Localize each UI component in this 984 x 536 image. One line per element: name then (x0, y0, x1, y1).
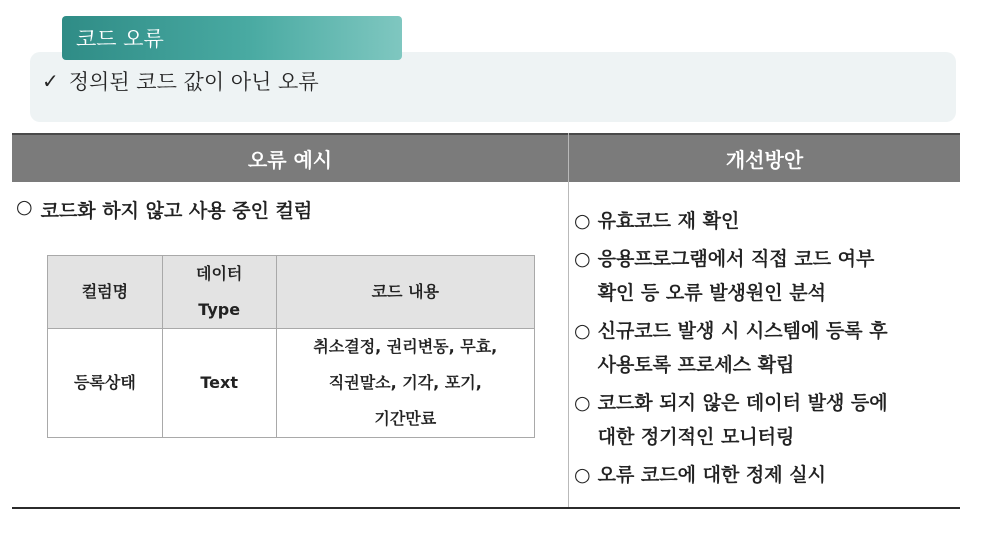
improvement-text: 오류 코드에 대한 정제 실시 (597, 464, 826, 486)
header-improvement: 개선방안 (725, 148, 804, 172)
improvement-text: 신규코드 발생 시 시스템에 등록 후 사용토록 프로세스 확립 (597, 320, 888, 376)
header-error-example: 오류 예시 (247, 148, 333, 172)
cell-code-content: 취소결정, 권리변동, 무효, 직권말소, 기각, 포기, 기간만료 (276, 329, 534, 438)
list-item (574, 386, 956, 454)
circle-bullet-icon: ○ (574, 464, 591, 486)
improvement-list (574, 204, 956, 496)
list-item (574, 458, 956, 492)
cell-data-type: Text (162, 329, 276, 438)
col-header-data-type: 데이터 Type (162, 256, 276, 329)
col-header-column-name: 컬럼명 (48, 256, 163, 329)
summary-line (42, 66, 319, 96)
section-tag-label: 코드 오류 (76, 27, 164, 51)
circle-bullet-icon: ○ (574, 320, 591, 342)
col-header-code-content: 코드 내용 (276, 256, 534, 329)
list-item (574, 314, 956, 382)
list-item (574, 242, 956, 310)
checkmark-icon: ✓ (42, 69, 59, 93)
summary-text: 정의된 코드 값이 아닌 오류 (68, 70, 319, 94)
section-tag (62, 16, 402, 60)
circle-bullet-icon: ○ (574, 392, 591, 414)
example-heading-text: 코드화 하지 않고 사용 중인 컬럼 (40, 200, 313, 222)
circle-bullet-icon: ○ (16, 196, 33, 218)
example-table (47, 255, 535, 438)
example-heading (16, 196, 312, 223)
improvement-text: 응용프로그램에서 직접 코드 여부 확인 등 오류 발생원인 분석 (597, 248, 875, 304)
example-table-header-row (48, 256, 535, 329)
column-divider (568, 133, 569, 508)
table-bottom-rule (12, 507, 960, 509)
circle-bullet-icon: ○ (574, 248, 591, 270)
circle-bullet-icon: ○ (574, 210, 591, 232)
list-item (574, 204, 956, 238)
improvement-text: 유효코드 재 확인 (597, 210, 740, 232)
cell-column-name: 등록상태 (48, 329, 163, 438)
table-header (12, 133, 960, 182)
improvement-text: 코드화 되지 않은 데이터 발생 등에 대한 정기적인 모니터링 (597, 392, 888, 448)
table-row (48, 329, 535, 438)
